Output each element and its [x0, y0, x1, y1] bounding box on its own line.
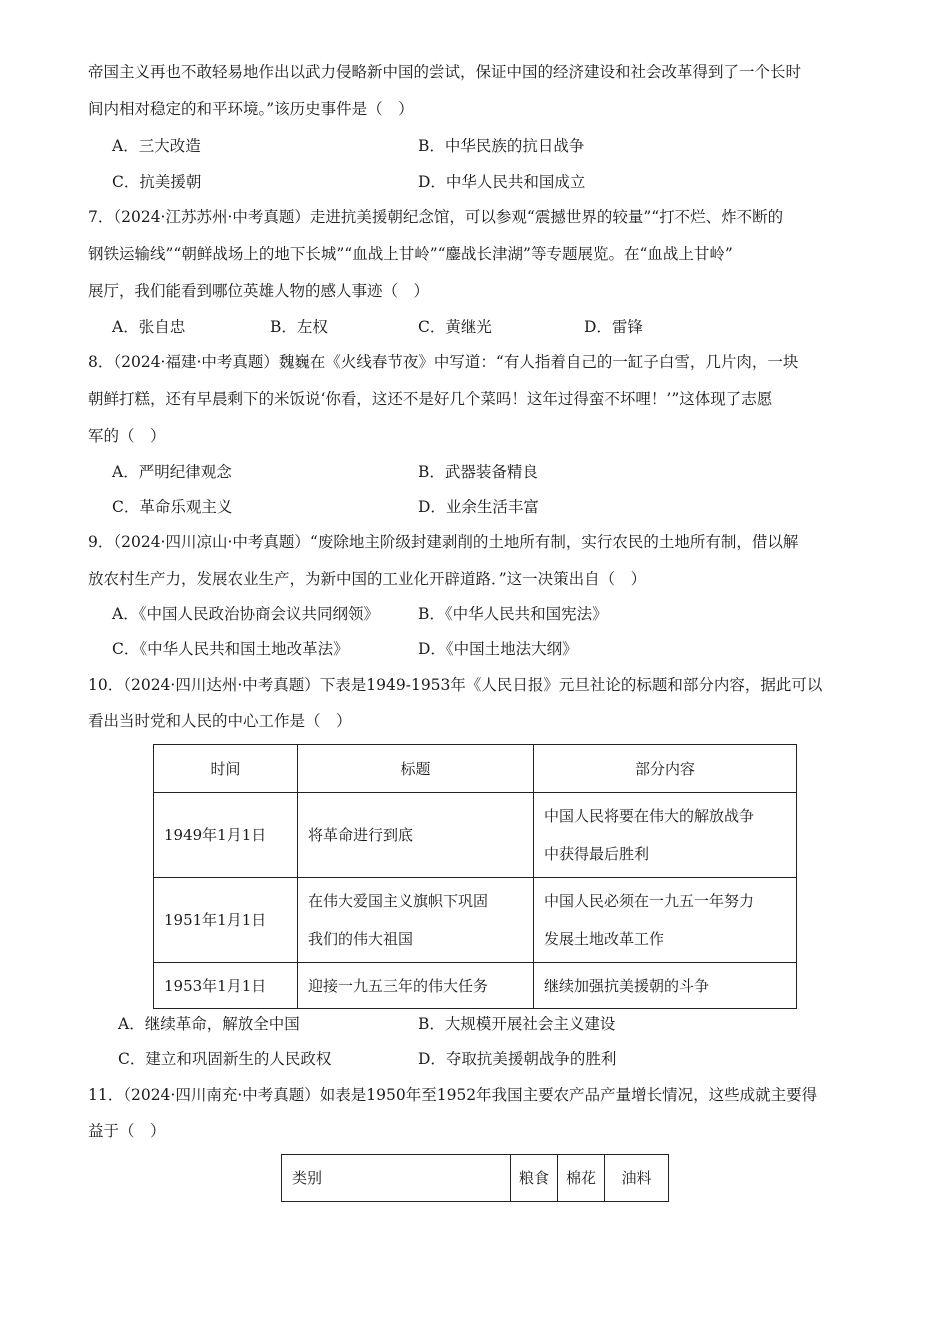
q7-option-a[interactable]: A．张自忠 [112, 318, 186, 336]
table-header-row [282, 1155, 669, 1202]
q9-option-b[interactable]: B．《中华人民共和国宪法》 [418, 605, 608, 623]
cell-line: 发展土地改革工作 [544, 930, 665, 948]
q7-option-b[interactable]: B．左权 [270, 318, 328, 336]
q6-line-1: 帝国主义再也不敢轻易地作出以武力侵略新中国的尝试，保证中国的经济建设和社会改革得到了一个长时 [88, 63, 802, 81]
table-header-cell: 粮食 [511, 1155, 558, 1202]
table-row [154, 963, 797, 1009]
cell-line: 我们的伟大祖国 [308, 930, 414, 948]
q9-option-d[interactable]: D．《中国土地法大纲》 [418, 640, 578, 658]
q10-table [153, 744, 797, 1009]
table-cell-content [534, 878, 797, 963]
cell-line: 迎接一九五三年的伟大任务 [308, 976, 489, 995]
q10-option-c[interactable]: C．建立和巩固新生的人民政权 [118, 1050, 332, 1068]
table-row [154, 793, 797, 878]
q6-option-d[interactable]: D．中华人民共和国成立 [418, 173, 586, 191]
table-header-cell: 油料 [605, 1155, 669, 1202]
q6-option-a[interactable]: A．三大改造 [112, 137, 201, 155]
q11-line-2: 益于（ ） [88, 1122, 166, 1140]
table-cell-title [298, 963, 534, 1009]
table-header-row [154, 745, 797, 793]
q8-line-1: 8．（2024·福建·中考真题）魏巍在《火线春节夜》中写道：“有人指着自己的一缸子白雪，几片肉，一块 [88, 353, 799, 371]
q9-line-1: 9．（2024·四川凉山·中考真题）“废除地主阶级封建剥削的土地所有制，实行农民的土地所有制，借以解 [88, 533, 799, 551]
table-header-cell: 标题 [298, 745, 534, 793]
table-cell-title [298, 878, 534, 963]
table-header-cell: 棉花 [558, 1155, 605, 1202]
q10-line-2: 看出当时党和人民的中心工作是（ ） [88, 712, 352, 730]
cell-line: 在伟大爱国主义旗帜下巩固 [308, 892, 489, 910]
q7-option-c[interactable]: C．黄继光 [418, 318, 492, 336]
cell-line: 中国人民必须在一九五一年努力 [544, 892, 755, 910]
q9-option-c[interactable]: C．《中华人民共和国土地改革法》 [112, 640, 349, 658]
cell-line: 继续加强抗美援朝的斗争 [544, 976, 710, 995]
table-header-cell: 类别 [282, 1155, 511, 1202]
table-cell-title [298, 793, 534, 878]
q8-option-d[interactable]: D．业余生活丰富 [418, 498, 539, 516]
table-cell-content [534, 793, 797, 878]
q10-option-d[interactable]: D．夺取抗美援朝战争的胜利 [418, 1050, 617, 1068]
table-cell-content [534, 963, 797, 1009]
q7-line-2: 钢铁运输线”“朝鲜战场上的地下长城”“血战上甘岭”“鏖战长津湖”等专题展览。在“血战上甘岭” [88, 245, 733, 263]
q8-option-c[interactable]: C．革命乐观主义 [112, 498, 233, 516]
q11-line-1: 11．（2024·四川南充·中考真题）如表是1950年至1952年我国主要农产品产量增长情况，这些成就主要得 [88, 1086, 818, 1104]
q8-option-a[interactable]: A．严明纪律观念 [112, 463, 232, 481]
q6-option-c[interactable]: C．抗美援朝 [112, 173, 202, 191]
q6-line-2: 间内相对稳定的和平环境。”该历史事件是（ ） [88, 100, 414, 118]
q8-option-b[interactable]: B．武器装备精良 [418, 463, 538, 481]
q11-table [281, 1154, 669, 1202]
q10-line-1: 10．（2024·四川达州·中考真题）下表是1949-1953年《人民日报》元旦社论的标题和部分内容，据此可以 [88, 676, 823, 694]
table-header-cell: 时间 [154, 745, 298, 793]
q7-line-1: 7．（2024·江苏苏州·中考真题）走进抗美援朝纪念馆，可以参观“震撼世界的较量”“打不烂、炸不断的 [88, 208, 784, 226]
q10-option-b[interactable]: B．大规模开展社会主义建设 [418, 1015, 616, 1033]
q8-line-2: 朝鲜打糕，还有早晨剩下的米饭说‘你看，这还不是好几个菜吗！这年过得蛮不坏哩！’”这体现了志愿 [88, 390, 773, 408]
table-cell-time: 1953年1月1日 [154, 963, 298, 1009]
cell-line: 中获得最后胜利 [544, 845, 650, 863]
q6-option-b[interactable]: B．中华民族的抗日战争 [418, 137, 585, 155]
cell-line: 中国人民将要在伟大的解放战争 [544, 807, 755, 825]
q9-line-2: 放农村生产力，发展农业生产，为新中国的工业化开辟道路．”这一决策出自（ ） [88, 570, 647, 588]
q10-option-a[interactable]: A．继续革命，解放全中国 [118, 1015, 300, 1033]
q9-option-a[interactable]: A．《中国人民政治协商会议共同纲领》 [112, 605, 379, 623]
table-cell-time: 1949年1月1日 [154, 793, 298, 878]
q8-line-3: 军的（ ） [88, 427, 166, 445]
table-row [154, 878, 797, 963]
q7-line-3: 展厅，我们能看到哪位英雄人物的感人事迹（ ） [88, 282, 430, 300]
q7-option-d[interactable]: D．雷锋 [584, 318, 643, 336]
table-cell-time: 1951年1月1日 [154, 878, 298, 963]
cell-line: 将革命进行到底 [308, 826, 414, 844]
table-header-cell: 部分内容 [534, 745, 797, 793]
